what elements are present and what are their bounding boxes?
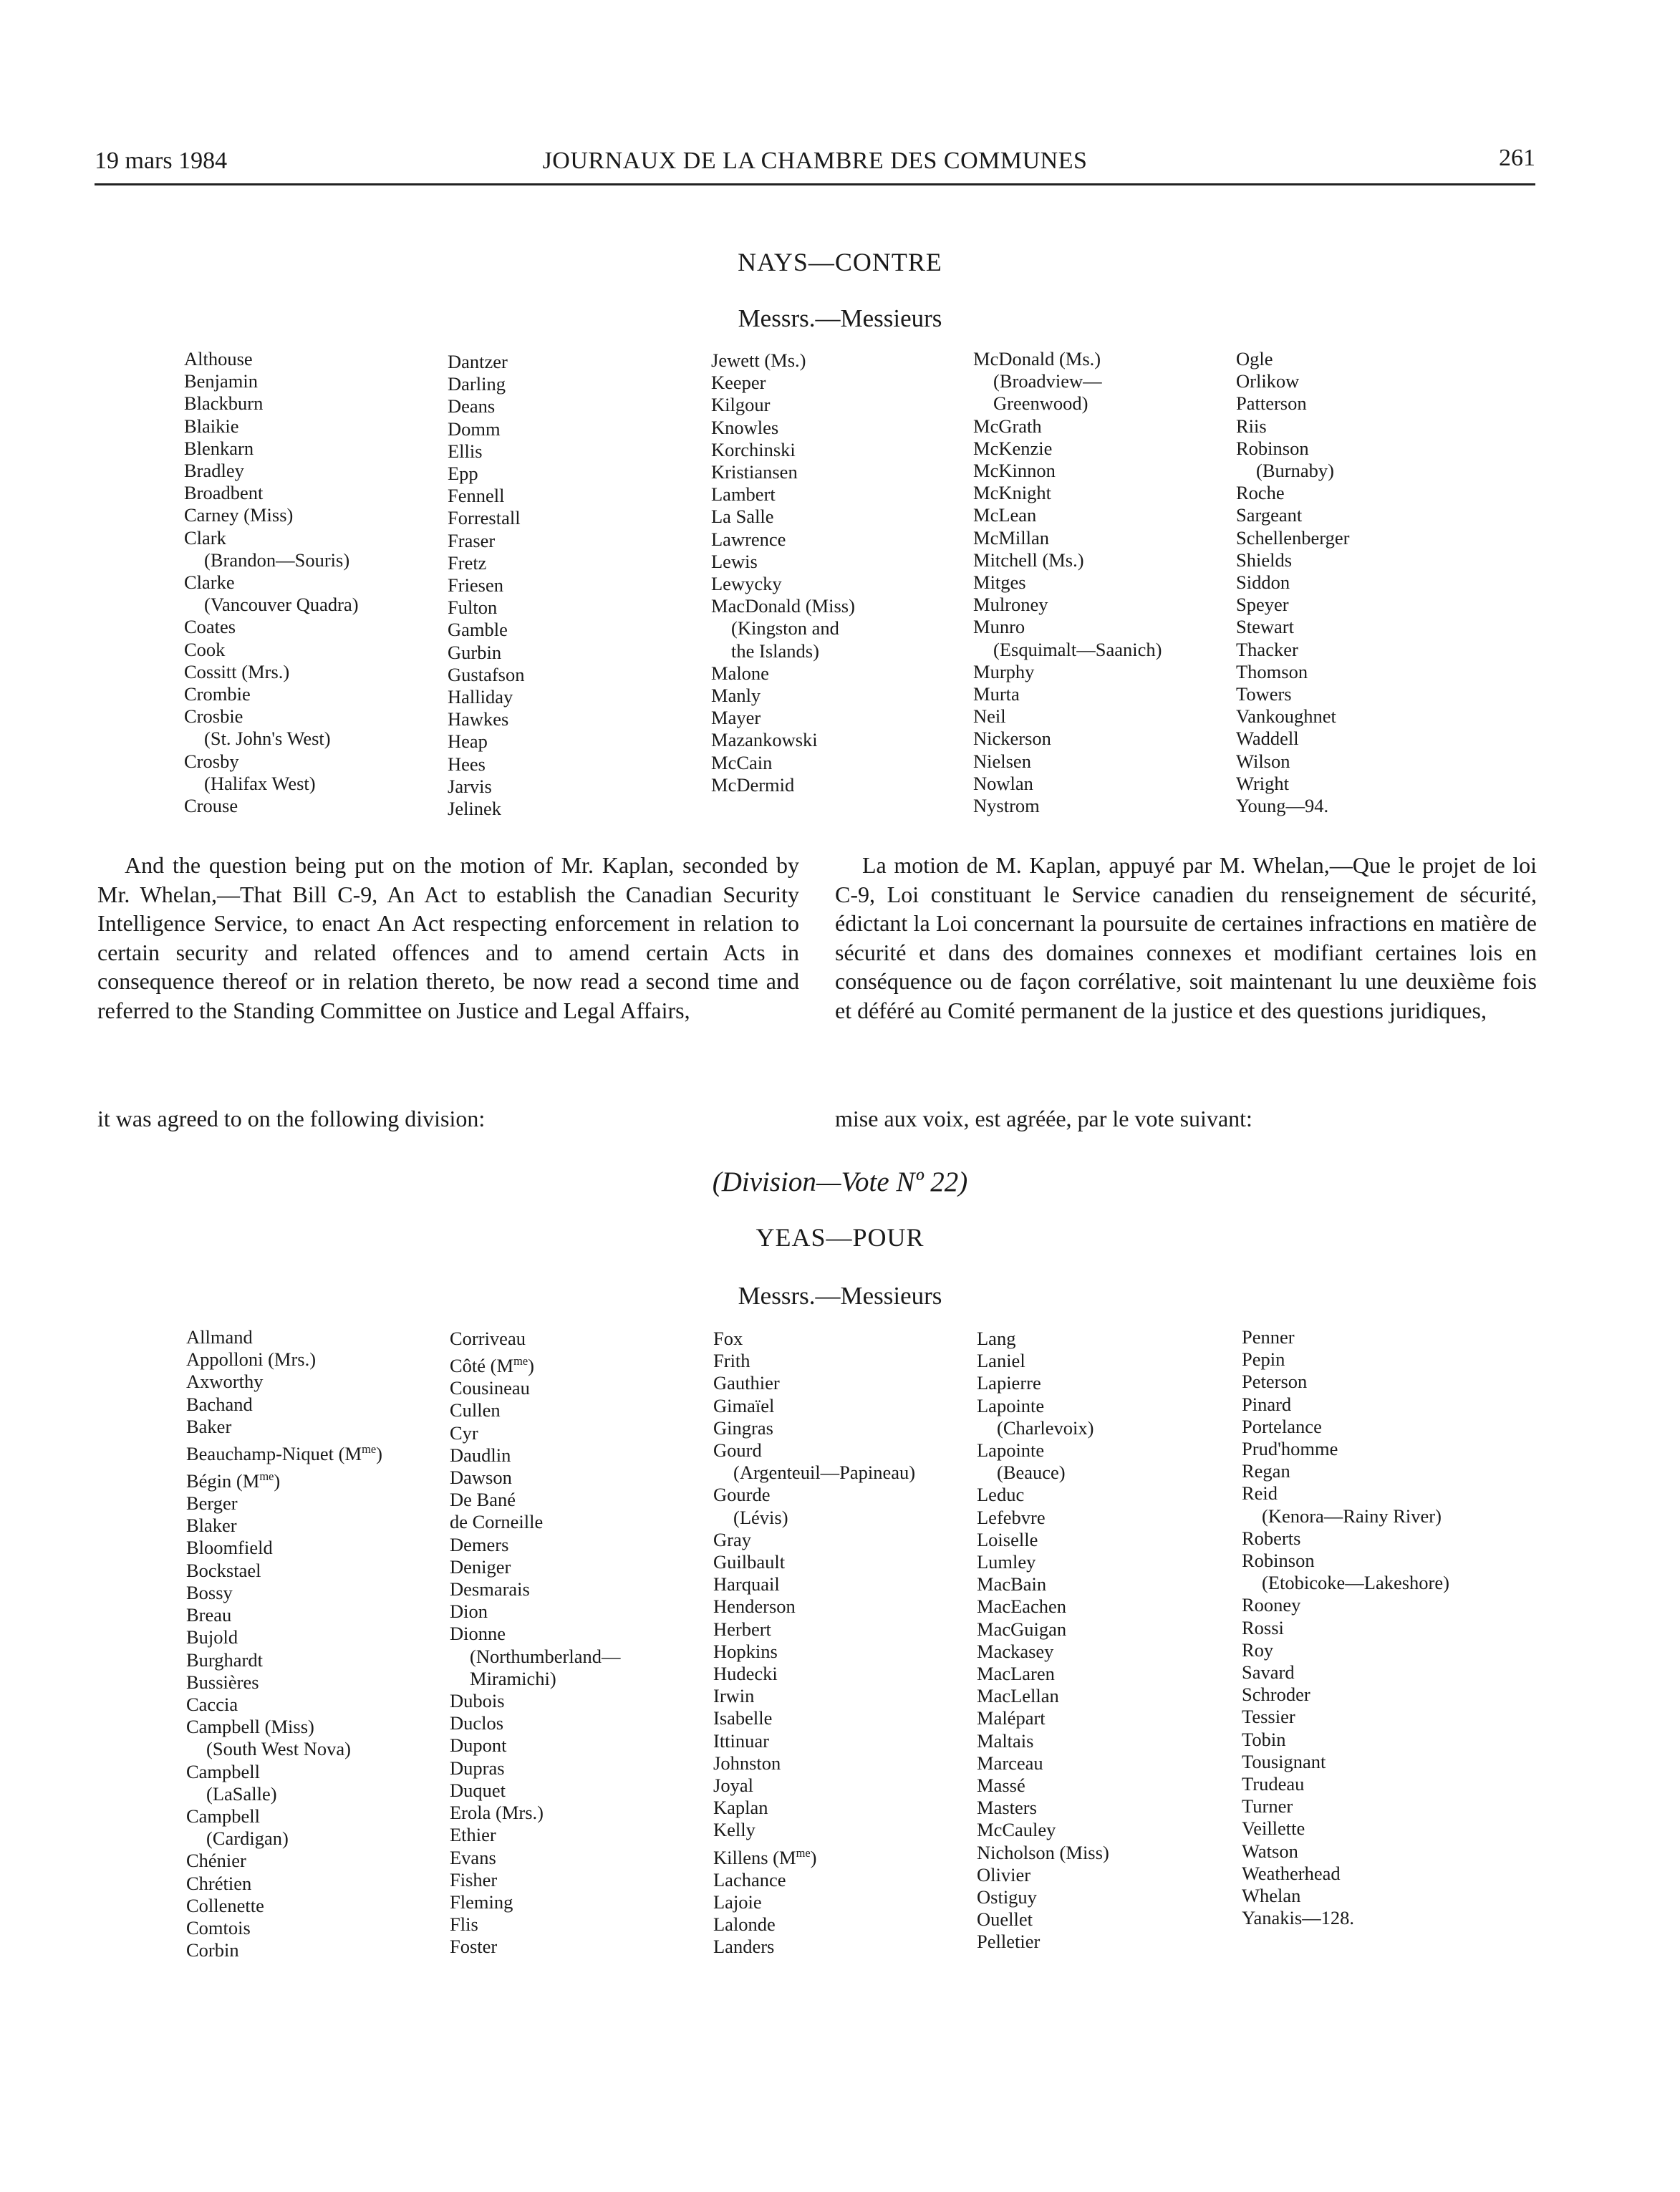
member-name: Tousignant (1242, 1750, 1326, 1772)
yeas-column-5 (1242, 1326, 1449, 1929)
member-name: Robinson (1242, 1550, 1315, 1572)
member-riding: (Beauce) (997, 1462, 1066, 1484)
member-name: Cullen (450, 1399, 501, 1421)
page-header (95, 145, 1535, 185)
member-name: Gingras (713, 1416, 773, 1439)
member-name: Ostiguy (977, 1886, 1037, 1908)
member-riding: (South West Nova) (206, 1738, 351, 1760)
member-name: Flis (450, 1913, 478, 1936)
member-name: Lajoie (713, 1891, 762, 1913)
member-name: Appolloni (Mrs.) (186, 1348, 317, 1371)
member-name: Nicholson (Miss) (977, 1841, 1109, 1863)
member-name: Halliday (448, 686, 513, 708)
member-name: Gauthier (713, 1372, 780, 1394)
member-name: Epp (448, 463, 478, 485)
member-name: Crosby (184, 750, 239, 772)
member-name: Fretz (448, 551, 487, 574)
member-name: Veillette (1242, 1817, 1305, 1840)
member-name: Dion (450, 1600, 488, 1623)
member-name: MacDonald (Miss) (711, 595, 855, 617)
member-name: Murphy (973, 660, 1035, 682)
member-name: McMillan (973, 526, 1049, 549)
member-name: Savard (1242, 1661, 1295, 1684)
member-name: Collenette (186, 1894, 264, 1916)
motion-french-result: mise aux voix, est agréée, par le vote suivant: (835, 1106, 1252, 1131)
member-name: Ogle (1236, 348, 1273, 370)
member-name: Mulroney (973, 594, 1048, 616)
member-name: Masters (977, 1797, 1037, 1819)
member-name: Massé (977, 1775, 1025, 1797)
member-name: Wilson (1236, 750, 1290, 772)
member-name: Tessier (1242, 1706, 1295, 1728)
member-name: Allmand (186, 1326, 253, 1348)
member-name: de Corneille (450, 1511, 544, 1533)
member-name: Fisher (450, 1868, 498, 1891)
member-name: Nielsen (973, 750, 1031, 772)
member-name: Hudecki (713, 1663, 778, 1685)
member-name: Jewett (Ms.) (711, 349, 806, 371)
member-name: Marceau (977, 1752, 1043, 1774)
member-name: Fennell (448, 485, 505, 507)
member-name: Hees (448, 753, 486, 775)
member-name: Côté $(M^{me})$ (450, 1354, 534, 1377)
member-name: Roy (1242, 1638, 1274, 1661)
member-name: McKenzie (973, 437, 1053, 459)
member-name: Neil (973, 705, 1006, 728)
member-name: Isabelle (713, 1707, 773, 1729)
yeas-column-1 (186, 1326, 382, 1961)
member-name: Maltais (977, 1729, 1034, 1752)
member-name: Crouse (184, 795, 238, 817)
member-name: Pepin (1242, 1348, 1285, 1371)
member-name: Peterson (1242, 1371, 1308, 1393)
member-name: Lapointe (977, 1439, 1045, 1462)
member-name: Reid (1242, 1482, 1278, 1505)
member-name: Mitchell (Ms.) (973, 549, 1084, 571)
member-name: Bockstael (186, 1559, 261, 1581)
member-name: Axworthy (186, 1371, 264, 1393)
member-name: Robinson (1236, 437, 1309, 459)
member-name: Lapierre (977, 1372, 1041, 1394)
member-name: Cossitt (Mrs.) (184, 660, 290, 682)
member-name: Lumley (977, 1551, 1036, 1573)
member-name: Duclos (450, 1712, 504, 1734)
member-name: Breau (186, 1604, 232, 1626)
member-name: Jelinek (448, 798, 502, 820)
member-name: Cook (184, 638, 226, 660)
member-name: Nickerson (973, 728, 1051, 750)
member-name: Nystrom (973, 795, 1040, 817)
member-name: McGrath (973, 415, 1042, 437)
yeas-column-2 (450, 1328, 620, 1959)
member-name: Manly (711, 685, 761, 707)
member-name: Gimaïel (713, 1394, 775, 1416)
member-riding: (Lévis) (733, 1506, 788, 1528)
member-name: Deniger (450, 1555, 511, 1578)
member-name: Bradley (184, 460, 244, 482)
member-name: Killens $(M^{me})$ (713, 1845, 817, 1868)
member-name: Stewart (1236, 616, 1294, 638)
member-name: Fox (713, 1328, 743, 1349)
member-name: Roberts (1242, 1527, 1301, 1549)
member-name: MacGuigan (977, 1618, 1067, 1640)
member-name: Hopkins (713, 1640, 778, 1662)
member-name: Mayer (711, 707, 761, 729)
member-name: Lalonde (713, 1913, 776, 1936)
member-name: Desmarais (450, 1578, 530, 1600)
yeas-column-3 (713, 1328, 915, 1959)
member-name: Miramichi) (470, 1667, 556, 1689)
nays-column-3 (711, 349, 855, 796)
member-riding: (Kenora—Rainy River) (1262, 1505, 1442, 1527)
member-name: Evans (450, 1846, 496, 1868)
member-riding: (St. John's West) (204, 728, 331, 750)
member-name: Olivier (977, 1863, 1031, 1886)
member-name: Erola (Mrs.) (450, 1802, 544, 1824)
member-name: Caccia (186, 1693, 238, 1715)
member-name: Pinard (1242, 1393, 1292, 1415)
member-riding: the Islands) (731, 639, 819, 662)
member-name: Blenkarn (184, 437, 254, 459)
member-name: Orlikow (1236, 370, 1300, 392)
member-name: Kelly (713, 1819, 755, 1841)
member-name: Crosbie (184, 705, 243, 728)
member-name: Sargeant (1236, 504, 1303, 526)
member-name: Chrétien (186, 1872, 252, 1894)
member-riding: (Burnaby) (1256, 460, 1334, 482)
nays-messrs-heading: Messrs.—Messieurs (738, 304, 942, 332)
member-name: Hawkes (448, 708, 509, 730)
member-name: MacEachen (977, 1595, 1067, 1618)
member-name: Jarvis (448, 775, 492, 797)
member-name: Deans (448, 395, 496, 417)
member-name: Blackburn (184, 392, 264, 415)
member-name: Comtois (186, 1916, 251, 1938)
member-name: Irwin (713, 1685, 755, 1707)
member-name: Lang (977, 1328, 1016, 1349)
nays-column-2 (448, 351, 524, 820)
member-name: Forrestall (448, 507, 521, 529)
member-name: Coates (184, 616, 236, 638)
member-name: Herbert (713, 1618, 771, 1640)
member-name: Dubois (450, 1690, 505, 1712)
division-vote-heading: (Division—Vote Nº 22) (712, 1167, 968, 1197)
member-name: Althouse (184, 348, 253, 370)
member-name: Lewis (711, 550, 758, 572)
member-name: Ouellet (977, 1908, 1033, 1931)
member-name: Beauchamp-Niquet $(M^{me})$ (186, 1442, 382, 1464)
member-name: Siddon (1236, 571, 1290, 594)
member-name: Trudeau (1242, 1773, 1305, 1795)
member-name: Burghardt (186, 1648, 263, 1671)
member-name: Turner (1242, 1795, 1293, 1817)
member-name: Knowles (711, 416, 779, 438)
member-name: Wright (1236, 772, 1290, 794)
member-name: Heap (448, 730, 488, 753)
nays-column-5 (1236, 348, 1349, 817)
member-name: La Salle (711, 506, 774, 528)
member-name: Towers (1236, 683, 1292, 705)
member-name: Schroder (1242, 1684, 1310, 1706)
member-name: Gamble (448, 619, 508, 641)
member-name: Corbin (186, 1939, 239, 1961)
member-name: Guilbault (713, 1551, 786, 1573)
member-riding: (Charlevoix) (997, 1416, 1094, 1439)
member-name: Lachance (713, 1868, 786, 1891)
member-name: Penner (1242, 1326, 1295, 1348)
member-name: Laniel (977, 1350, 1025, 1372)
yeas-heading: YEAS—POUR (755, 1223, 925, 1252)
member-name: Nowlan (973, 772, 1033, 794)
member-name: Vankoughnet (1236, 705, 1336, 728)
member-name: Fleming (450, 1891, 513, 1913)
member-name: Kaplan (713, 1797, 768, 1819)
member-name: Murta (973, 683, 1020, 705)
member-name: Malone (711, 662, 769, 684)
member-name: Bossy (186, 1581, 233, 1603)
member-name: Waddell (1236, 728, 1299, 750)
motion-french: La motion de M. Kaplan, appuyé par M. Whelan,—Que le projet de loi C-9, Loi constituant le Service canadien du renseignement de sécurité, édictant la Loi concernant la poursuite de certaines infractions en matière de sécurité et dans des domaines connexes et modifiant certaines lois en conséquence ou de façon corrélative, soit maintenant lu une deuxième fois et déféré au Comité permanent de la justice et des questions juridiques, (835, 852, 1537, 1023)
member-name: Bussières (186, 1671, 259, 1693)
member-name: Blaikie (184, 415, 239, 437)
member-name: MacLellan (977, 1685, 1059, 1707)
member-name: Tobin (1242, 1728, 1286, 1750)
member-name: Fulton (448, 597, 498, 619)
member-riding: (LaSalle) (206, 1782, 277, 1805)
member-name: Leduc (977, 1484, 1025, 1506)
member-name: Bachand (186, 1393, 253, 1415)
member-riding: (Esquimalt—Saanich) (993, 638, 1162, 660)
motion-english: And the question being put on the motion of Mr. Kaplan, seconded by Mr. Whelan,—That Bill C-9, An Act to establish the Canadian Security Intelligence Service, to enact An Act respecting enforcement in relation to certain security and related offences and to amend certain Acts in consequence thereof or in relation thereto, be now read a second time and referred to the Standing Committee on Justice and Legal Affairs, (97, 852, 799, 1023)
member-name: Berger (186, 1492, 238, 1515)
member-name: Yanakis—128. (1242, 1907, 1355, 1929)
member-name: Ethier (450, 1824, 496, 1846)
member-name: Weatherhead (1242, 1862, 1341, 1884)
member-name: Whelan (1242, 1885, 1301, 1907)
member-name: Mackasey (977, 1640, 1054, 1662)
member-name: Blaker (186, 1515, 237, 1537)
member-name: Johnston (713, 1752, 781, 1774)
member-name: Dupras (450, 1757, 505, 1779)
member-name: Rossi (1242, 1616, 1284, 1638)
member-name: Gray (713, 1528, 751, 1550)
member-name: Greenwood) (993, 392, 1088, 415)
member-name: Cyr (450, 1421, 478, 1444)
member-name: Clark (184, 526, 226, 549)
member-name: Cousineau (450, 1377, 530, 1399)
member-name: Prud'homme (1242, 1438, 1338, 1460)
member-riding: (Argenteuil—Papineau) (733, 1462, 916, 1484)
member-name: Shields (1236, 549, 1293, 571)
member-name: Lawrence (711, 528, 786, 550)
member-name: Munro (973, 616, 1025, 638)
member-riding: (Vancouver Quadra) (204, 594, 359, 616)
member-name: Ittinuar (713, 1729, 769, 1752)
member-riding: (Broadview— (993, 370, 1102, 392)
member-name: Campbell (186, 1760, 261, 1782)
member-name: Lambert (711, 483, 776, 506)
member-name: MacBain (977, 1573, 1047, 1595)
member-name: McCauley (977, 1819, 1056, 1841)
member-name: Mitges (973, 571, 1026, 594)
member-riding: (Cardigan) (206, 1828, 289, 1850)
member-name: Pelletier (977, 1931, 1041, 1953)
member-name: Carney (Miss) (184, 504, 294, 526)
member-name: Speyer (1236, 594, 1289, 616)
member-name: Daudlin (450, 1444, 511, 1466)
member-name: Dantzer (448, 351, 508, 372)
member-name: Kilgour (711, 394, 771, 416)
member-name: Lapointe (977, 1394, 1045, 1416)
member-name: McKnight (973, 482, 1051, 504)
member-name: Thomson (1236, 660, 1308, 682)
member-riding: (Halifax West) (204, 772, 316, 794)
member-name: Regan (1242, 1460, 1290, 1482)
member-name: Baker (186, 1415, 232, 1437)
member-name: Darling (448, 373, 506, 395)
member-name: Roche (1236, 482, 1285, 504)
member-name: Gurbin (448, 641, 502, 663)
member-name: Fraser (448, 529, 496, 551)
member-name: Duquet (450, 1779, 506, 1801)
member-name: Young—94. (1236, 795, 1329, 817)
member-name: Gourde (713, 1484, 771, 1506)
member-name: McLean (973, 504, 1037, 526)
member-name: Kristiansen (711, 461, 798, 483)
member-name: Patterson (1236, 392, 1307, 415)
member-name: Friesen (448, 574, 504, 597)
page-number: 261 (1499, 145, 1535, 171)
member-name: De Bané (450, 1489, 516, 1511)
member-name: Mazankowski (711, 729, 818, 751)
member-name: Bloomfield (186, 1537, 273, 1559)
member-name: Lewycky (711, 573, 782, 595)
member-name: Dupont (450, 1734, 507, 1757)
member-name: Ellis (448, 440, 483, 462)
member-name: Gustafson (448, 663, 525, 685)
member-riding: (Northumberland— (470, 1645, 621, 1667)
member-name: Portelance (1242, 1415, 1322, 1437)
member-name: Frith (713, 1350, 750, 1372)
member-name: Schellenberger (1236, 526, 1350, 549)
member-name: Chénier (186, 1850, 246, 1872)
nays-heading: NAYS—CONTRE (738, 248, 942, 276)
member-name: Bégin $(M^{me})$ (186, 1469, 281, 1492)
yeas-column-4 (977, 1328, 1109, 1954)
member-name: Riis (1236, 415, 1267, 437)
member-riding: (Brandon—Souris) (204, 549, 350, 571)
member-name: McDonald (Ms.) (973, 348, 1101, 370)
member-name: Domm (448, 417, 501, 440)
motion-english-result: it was agreed to on the following division: (97, 1106, 486, 1131)
member-name: Clarke (184, 571, 235, 594)
member-name: Campbell (Miss) (186, 1716, 314, 1738)
member-name: Broadbent (184, 482, 264, 504)
member-name: Keeper (711, 372, 766, 394)
member-name: Harquail (713, 1573, 780, 1595)
yeas-messrs-heading: Messrs.—Messieurs (738, 1282, 942, 1310)
member-name: Benjamin (184, 370, 259, 392)
member-name: McCain (711, 751, 773, 773)
member-riding: (Kingston and (731, 617, 839, 639)
member-name: Henderson (713, 1595, 796, 1618)
header-title: JOURNAUX DE LA CHAMBRE DES COMMUNES (542, 148, 1088, 174)
member-name: Bujold (186, 1626, 238, 1648)
member-name: Foster (450, 1936, 498, 1958)
member-name: Joyal (713, 1775, 753, 1797)
member-name: Dionne (450, 1623, 506, 1645)
nays-column-4 (973, 348, 1162, 817)
member-name: Rooney (1242, 1594, 1301, 1616)
member-name: Malépart (977, 1707, 1046, 1729)
member-name: Campbell (186, 1805, 261, 1827)
member-name: Lefebvre (977, 1506, 1046, 1528)
member-name: Watson (1242, 1840, 1298, 1862)
member-name: Crombie (184, 683, 251, 705)
nays-column-1 (184, 348, 359, 817)
member-name: MacLaren (977, 1663, 1055, 1685)
member-name: McKinnon (973, 460, 1056, 482)
member-name: Thacker (1236, 638, 1298, 660)
member-name: Corriveau (450, 1328, 526, 1349)
member-name: McDermid (711, 773, 795, 796)
member-name: Korchinski (711, 438, 796, 460)
member-name: Demers (450, 1533, 509, 1555)
member-name: Dawson (450, 1467, 512, 1489)
header-date: 19 mars 1984 (95, 148, 228, 174)
member-riding: (Etobicoke—Lakeshore) (1262, 1572, 1449, 1594)
member-name: Landers (713, 1936, 775, 1958)
member-name: Loiselle (977, 1528, 1038, 1550)
member-name: Gourd (713, 1439, 762, 1462)
